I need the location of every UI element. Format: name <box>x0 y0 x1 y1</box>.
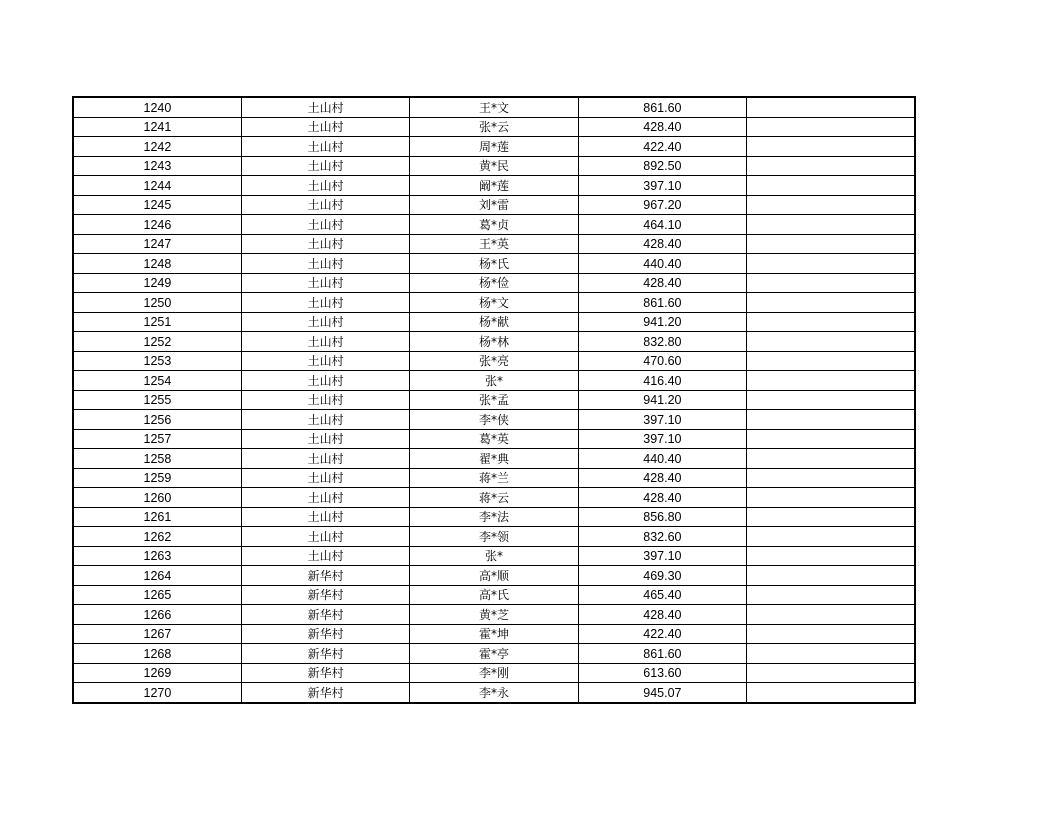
cell-number: 1243 <box>73 156 241 176</box>
cell-name: 李*侠 <box>410 410 578 430</box>
cell-village: 土山村 <box>241 254 409 274</box>
cell-name: 杨*氏 <box>410 254 578 274</box>
cell-note <box>747 195 915 215</box>
cell-amount: 967.20 <box>578 195 746 215</box>
cell-number: 1252 <box>73 332 241 352</box>
table-row <box>73 176 915 196</box>
cell-name: 杨*俭 <box>410 273 578 293</box>
cell-number: 1256 <box>73 410 241 430</box>
cell-note <box>747 176 915 196</box>
cell-village: 土山村 <box>241 449 409 469</box>
cell-name: 王*英 <box>410 234 578 254</box>
cell-village: 土山村 <box>241 195 409 215</box>
cell-name: 黄*芝 <box>410 605 578 625</box>
cell-name: 高*氏 <box>410 585 578 605</box>
table-row <box>73 429 915 449</box>
table-row <box>73 195 915 215</box>
cell-name: 葛*英 <box>410 429 578 449</box>
table-row <box>73 566 915 586</box>
cell-number: 1261 <box>73 507 241 527</box>
cell-number: 1247 <box>73 234 241 254</box>
cell-village: 土山村 <box>241 273 409 293</box>
cell-number: 1259 <box>73 468 241 488</box>
cell-number: 1254 <box>73 371 241 391</box>
cell-note <box>747 449 915 469</box>
cell-village: 土山村 <box>241 390 409 410</box>
cell-name: 刘*雷 <box>410 195 578 215</box>
cell-number: 1269 <box>73 663 241 683</box>
cell-village: 土山村 <box>241 332 409 352</box>
cell-name: 李*法 <box>410 507 578 527</box>
table-row <box>73 273 915 293</box>
cell-amount: 464.10 <box>578 215 746 235</box>
cell-number: 1248 <box>73 254 241 274</box>
cell-name: 张*亮 <box>410 351 578 371</box>
table-row <box>73 254 915 274</box>
table-row <box>73 644 915 664</box>
cell-village: 新华村 <box>241 683 409 703</box>
cell-name: 李*领 <box>410 527 578 547</box>
cell-amount: 440.40 <box>578 254 746 274</box>
cell-note <box>747 137 915 157</box>
cell-amount: 861.60 <box>578 97 746 117</box>
cell-note <box>747 254 915 274</box>
cell-note <box>747 97 915 117</box>
table-row <box>73 332 915 352</box>
cell-amount: 861.60 <box>578 293 746 313</box>
cell-amount: 469.30 <box>578 566 746 586</box>
data-table <box>72 96 916 704</box>
cell-name: 翟*典 <box>410 449 578 469</box>
cell-amount: 465.40 <box>578 585 746 605</box>
cell-village: 新华村 <box>241 644 409 664</box>
cell-village: 土山村 <box>241 488 409 508</box>
cell-amount: 892.50 <box>578 156 746 176</box>
cell-village: 土山村 <box>241 137 409 157</box>
table-row <box>73 683 915 703</box>
cell-note <box>747 117 915 137</box>
cell-village: 土山村 <box>241 156 409 176</box>
table-row <box>73 507 915 527</box>
table-row <box>73 605 915 625</box>
table-row <box>73 117 915 137</box>
table-row <box>73 137 915 157</box>
cell-name: 阚*莲 <box>410 176 578 196</box>
cell-village: 新华村 <box>241 624 409 644</box>
table-row <box>73 97 915 117</box>
cell-amount: 861.60 <box>578 644 746 664</box>
table-row <box>73 488 915 508</box>
table-row <box>73 156 915 176</box>
table-row <box>73 351 915 371</box>
cell-village: 土山村 <box>241 176 409 196</box>
cell-number: 1249 <box>73 273 241 293</box>
cell-note <box>747 293 915 313</box>
table-body <box>73 97 915 703</box>
cell-name: 杨*林 <box>410 332 578 352</box>
cell-note <box>747 332 915 352</box>
cell-name: 李*永 <box>410 683 578 703</box>
cell-number: 1263 <box>73 546 241 566</box>
table-row <box>73 546 915 566</box>
cell-note <box>747 351 915 371</box>
cell-number: 1253 <box>73 351 241 371</box>
cell-number: 1265 <box>73 585 241 605</box>
cell-name: 杨*文 <box>410 293 578 313</box>
table-row <box>73 312 915 332</box>
cell-number: 1255 <box>73 390 241 410</box>
cell-amount: 832.60 <box>578 527 746 547</box>
cell-village: 土山村 <box>241 371 409 391</box>
cell-note <box>747 273 915 293</box>
table-row <box>73 449 915 469</box>
cell-number: 1266 <box>73 605 241 625</box>
cell-village: 土山村 <box>241 351 409 371</box>
cell-number: 1240 <box>73 97 241 117</box>
table-row <box>73 663 915 683</box>
cell-village: 土山村 <box>241 410 409 430</box>
cell-number: 1257 <box>73 429 241 449</box>
cell-number: 1244 <box>73 176 241 196</box>
cell-number: 1260 <box>73 488 241 508</box>
cell-number: 1250 <box>73 293 241 313</box>
cell-note <box>747 624 915 644</box>
cell-village: 土山村 <box>241 546 409 566</box>
cell-number: 1251 <box>73 312 241 332</box>
cell-name: 霍*亭 <box>410 644 578 664</box>
cell-amount: 941.20 <box>578 390 746 410</box>
table-row <box>73 371 915 391</box>
table-row <box>73 624 915 644</box>
cell-number: 1262 <box>73 527 241 547</box>
cell-number: 1268 <box>73 644 241 664</box>
cell-note <box>747 488 915 508</box>
cell-name: 王*文 <box>410 97 578 117</box>
cell-note <box>747 410 915 430</box>
cell-name: 张* <box>410 371 578 391</box>
cell-note <box>747 371 915 391</box>
cell-village: 土山村 <box>241 117 409 137</box>
table-row <box>73 234 915 254</box>
cell-village: 土山村 <box>241 293 409 313</box>
cell-name: 葛*贞 <box>410 215 578 235</box>
cell-note <box>747 605 915 625</box>
cell-amount: 422.40 <box>578 137 746 157</box>
cell-note <box>747 683 915 703</box>
cell-village: 新华村 <box>241 585 409 605</box>
cell-village: 土山村 <box>241 429 409 449</box>
cell-name: 高*顺 <box>410 566 578 586</box>
cell-note <box>747 215 915 235</box>
cell-amount: 613.60 <box>578 663 746 683</box>
cell-number: 1242 <box>73 137 241 157</box>
cell-village: 新华村 <box>241 605 409 625</box>
cell-number: 1245 <box>73 195 241 215</box>
cell-note <box>747 312 915 332</box>
cell-note <box>747 156 915 176</box>
cell-name: 张* <box>410 546 578 566</box>
cell-amount: 397.10 <box>578 176 746 196</box>
cell-amount: 440.40 <box>578 449 746 469</box>
cell-note <box>747 566 915 586</box>
cell-amount: 397.10 <box>578 429 746 449</box>
cell-number: 1246 <box>73 215 241 235</box>
cell-amount: 941.20 <box>578 312 746 332</box>
cell-amount: 832.80 <box>578 332 746 352</box>
cell-amount: 945.07 <box>578 683 746 703</box>
cell-note <box>747 390 915 410</box>
cell-village: 土山村 <box>241 97 409 117</box>
cell-name: 张*云 <box>410 117 578 137</box>
cell-name: 周*莲 <box>410 137 578 157</box>
cell-number: 1270 <box>73 683 241 703</box>
cell-village: 新华村 <box>241 663 409 683</box>
cell-note <box>747 234 915 254</box>
table-row <box>73 527 915 547</box>
table-row <box>73 293 915 313</box>
cell-name: 张*孟 <box>410 390 578 410</box>
table-row <box>73 468 915 488</box>
cell-amount: 428.40 <box>578 468 746 488</box>
cell-village: 土山村 <box>241 234 409 254</box>
cell-amount: 856.80 <box>578 507 746 527</box>
cell-number: 1258 <box>73 449 241 469</box>
table-row <box>73 585 915 605</box>
cell-note <box>747 468 915 488</box>
cell-name: 蒋*云 <box>410 488 578 508</box>
cell-amount: 422.40 <box>578 624 746 644</box>
cell-village: 土山村 <box>241 312 409 332</box>
cell-amount: 428.40 <box>578 117 746 137</box>
table-row <box>73 410 915 430</box>
cell-note <box>747 663 915 683</box>
cell-note <box>747 527 915 547</box>
cell-name: 蒋*兰 <box>410 468 578 488</box>
cell-amount: 428.40 <box>578 234 746 254</box>
cell-amount: 428.40 <box>578 273 746 293</box>
table-row <box>73 215 915 235</box>
table-row <box>73 390 915 410</box>
cell-name: 霍*坤 <box>410 624 578 644</box>
cell-amount: 470.60 <box>578 351 746 371</box>
cell-amount: 428.40 <box>578 488 746 508</box>
cell-name: 黄*民 <box>410 156 578 176</box>
cell-amount: 416.40 <box>578 371 746 391</box>
cell-note <box>747 585 915 605</box>
cell-note <box>747 507 915 527</box>
cell-note <box>747 429 915 449</box>
cell-note <box>747 546 915 566</box>
cell-number: 1241 <box>73 117 241 137</box>
cell-amount: 428.40 <box>578 605 746 625</box>
cell-village: 土山村 <box>241 527 409 547</box>
cell-note <box>747 644 915 664</box>
cell-name: 杨*献 <box>410 312 578 332</box>
cell-number: 1267 <box>73 624 241 644</box>
cell-amount: 397.10 <box>578 410 746 430</box>
cell-amount: 397.10 <box>578 546 746 566</box>
cell-village: 新华村 <box>241 566 409 586</box>
cell-village: 土山村 <box>241 215 409 235</box>
cell-number: 1264 <box>73 566 241 586</box>
cell-name: 李*刚 <box>410 663 578 683</box>
cell-village: 土山村 <box>241 507 409 527</box>
cell-village: 土山村 <box>241 468 409 488</box>
